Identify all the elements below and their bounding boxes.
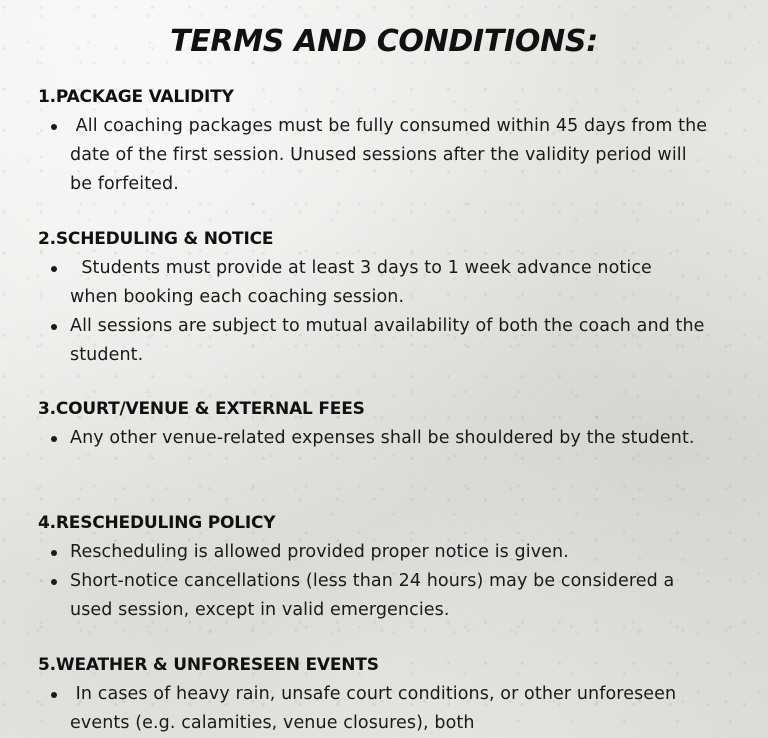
- bullet-list: [38, 538, 738, 625]
- bullet-icon: [51, 124, 57, 130]
- section-heading: 1.PACKAGE VALIDITY: [38, 87, 234, 107]
- section-heading: 2.SCHEDULING & NOTICE: [38, 229, 274, 249]
- bullet-text: In cases of heavy rain, unsafe court conditions, or other unforeseen events (e.g. calamities, venue closures), both: [70, 684, 682, 733]
- bullet-icon: [51, 550, 57, 556]
- section-heading: 4.RESCHEDULING POLICY: [38, 513, 276, 533]
- bullet-list: [38, 424, 738, 453]
- bullet-text: Short-notice cancellations (less than 24 hours) may be considered a used session, except in valid emergencies.: [70, 571, 675, 620]
- list-item: [38, 112, 713, 199]
- bullet-icon: [51, 324, 57, 330]
- list-item: [38, 312, 730, 370]
- section-heading: 5.WEATHER & UNFORESEEN EVENTS: [38, 655, 379, 675]
- page-title: TERMS AND CONDITIONS:: [170, 24, 598, 59]
- bullet-icon: [51, 579, 57, 585]
- bullet-text: Students must provide at least 3 days to 1 week advance notice when booking each coaching session.: [70, 258, 658, 307]
- section-scheduling-notice: [38, 228, 738, 370]
- bullet-text: All sessions are subject to mutual availability of both the coach and the student.: [70, 316, 705, 365]
- bullet-icon: [51, 692, 57, 698]
- bullet-icon: [51, 436, 57, 442]
- bullet-list: [38, 254, 738, 370]
- bullet-text: All coaching packages must be fully consumed within 45 days from the date of the first session. Unused sessions after the validity period will be forfeited.: [70, 116, 713, 194]
- list-item: [38, 254, 680, 312]
- list-item: [38, 567, 680, 625]
- list-item: [38, 424, 710, 453]
- section-weather-events: [38, 654, 738, 738]
- list-item: [38, 680, 700, 738]
- bullet-icon: [51, 266, 57, 272]
- section-court-venue-fees: [38, 398, 738, 453]
- bullet-list: [38, 112, 738, 199]
- bullet-list: [38, 680, 738, 738]
- bullet-text: Rescheduling is allowed provided proper notice is given.: [70, 542, 569, 562]
- section-heading: 3.COURT/VENUE & EXTERNAL FEES: [38, 399, 365, 419]
- section-package-validity: [38, 86, 738, 199]
- list-item: [38, 538, 730, 567]
- section-rescheduling-policy: [38, 512, 738, 625]
- bullet-text: Any other venue-related expenses shall be shouldered by the student.: [70, 428, 695, 448]
